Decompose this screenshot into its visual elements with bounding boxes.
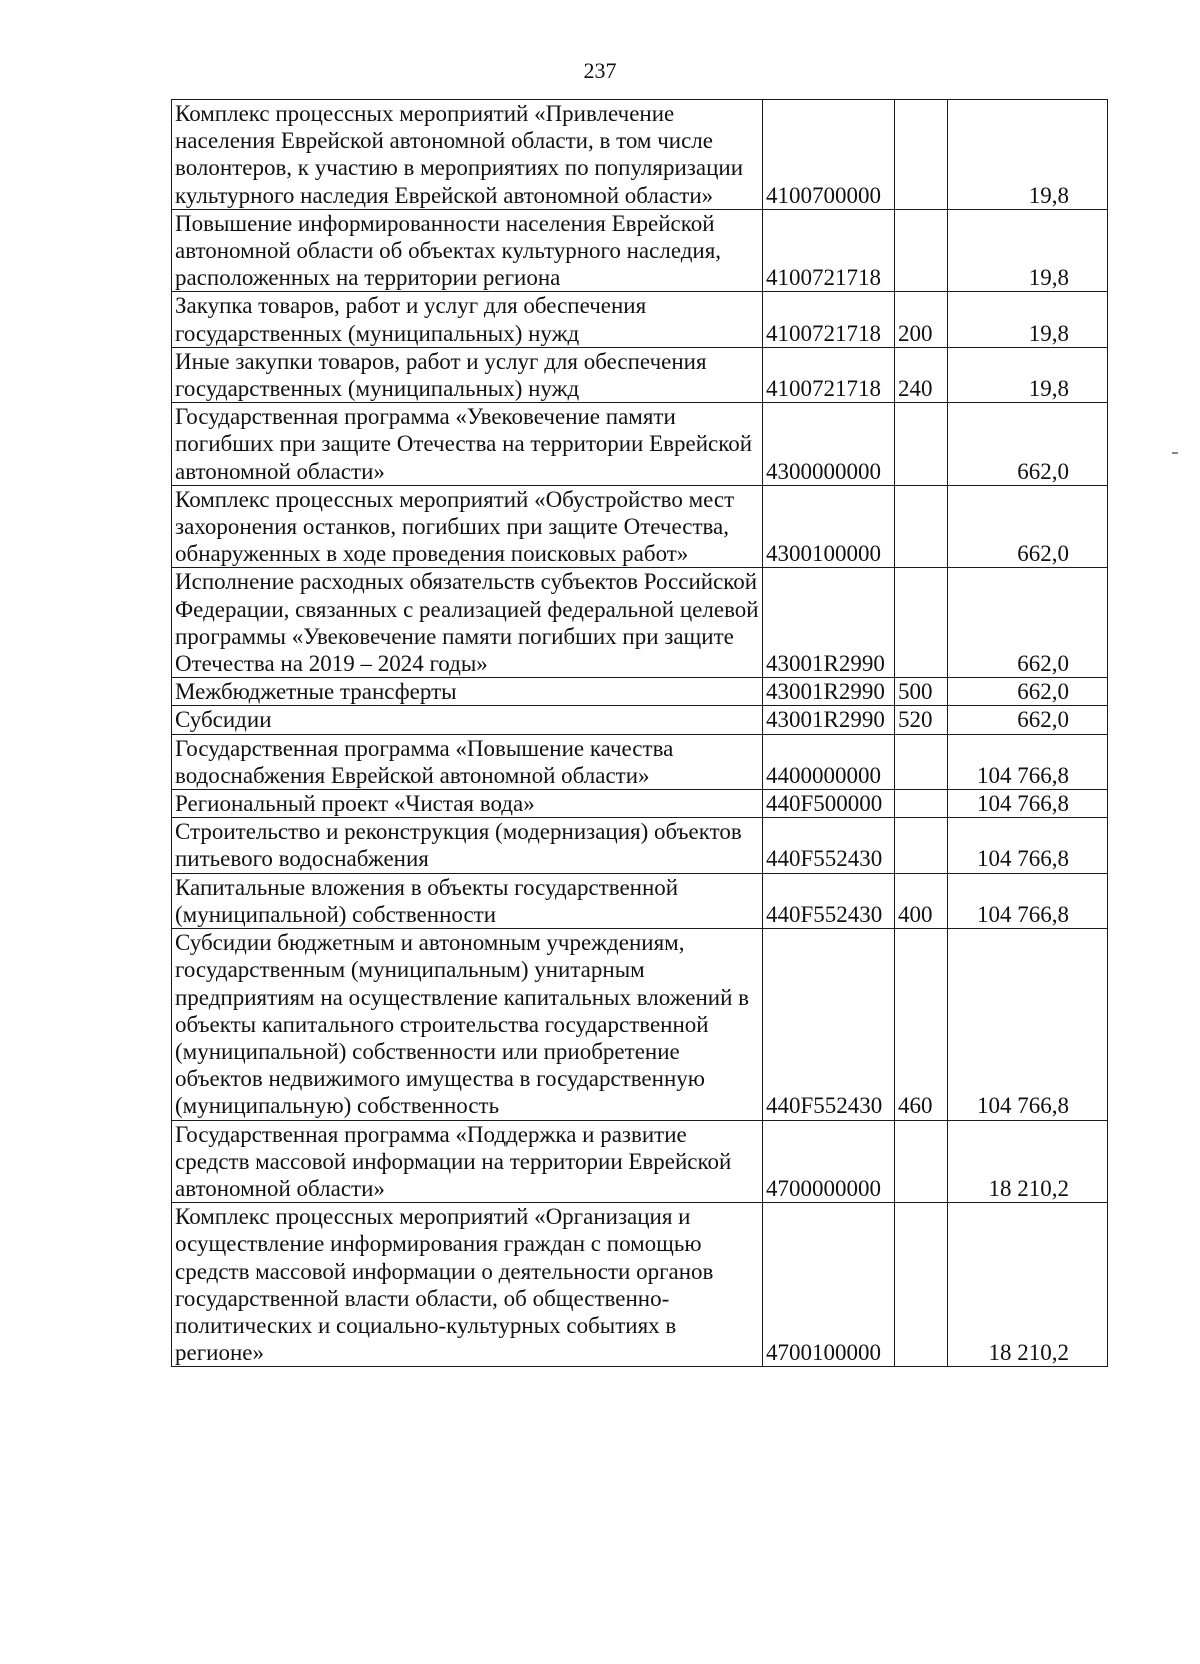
table-row (172, 568, 1108, 678)
row-name: Комплекс процессных мероприятий «Обустройство мест захоронения останков, погибших при защите Отечества, обнаруженных в ходе проведения поисковых работ» (172, 485, 763, 568)
scan-mark (1172, 452, 1178, 454)
table-row (172, 485, 1108, 568)
row-target-code: 4700000000 (763, 1120, 895, 1203)
row-expense-type: 500 (895, 678, 948, 706)
table-row (172, 734, 1108, 789)
row-expense-type (895, 485, 948, 568)
row-name: Межбюджетные трансферты (172, 678, 763, 706)
row-amount: 19,8 (948, 209, 1108, 292)
row-amount: 18 210,2 (948, 1120, 1108, 1203)
table-row (172, 1203, 1108, 1367)
row-name: Комплекс процессных мероприятий «Организация и осуществление информирования граждан с помощью средств массовой информации о деятельности органов государственной власти области, об общественно-политических и социально-культурных событиях в регионе» (172, 1203, 763, 1367)
row-target-code: 4700100000 (763, 1203, 895, 1367)
row-amount: 19,8 (948, 347, 1108, 402)
table-row (172, 790, 1108, 818)
row-target-code: 4100721718 (763, 347, 895, 402)
row-amount: 104 766,8 (948, 790, 1108, 818)
table-row (172, 818, 1108, 873)
row-expense-type: 240 (895, 347, 948, 402)
row-name: Субсидии бюджетным и автономным учреждениям, государственным (муниципальным) унитарным предприятиям на осуществление капитальных вложений в объекты капитального строительства государственной (муниципальной) собственности или приобретение объектов недвижимого имущества в государственную (муниципальную) собственность (172, 929, 763, 1120)
table-row (172, 678, 1108, 706)
row-amount: 104 766,8 (948, 873, 1108, 928)
row-amount: 19,8 (948, 100, 1108, 210)
row-name: Комплекс процессных мероприятий «Привлечение населения Еврейской автономной области, в том числе волонтеров, к участию в мероприятиях по популяризации культурного наследия Еврейской автономной области» (172, 100, 763, 210)
row-name: Повышение информированности населения Еврейской автономной области об объектах культурного наследия, расположенных на территории региона (172, 209, 763, 292)
row-amount: 662,0 (948, 706, 1108, 734)
table-row (172, 292, 1108, 347)
row-target-code: 440F552430 (763, 818, 895, 873)
table-row (172, 706, 1108, 734)
row-target-code: 440F500000 (763, 790, 895, 818)
page-number: 237 (583, 58, 617, 83)
row-amount: 662,0 (948, 485, 1108, 568)
row-expense-type (895, 790, 948, 818)
row-target-code: 43001R2990 (763, 678, 895, 706)
row-expense-type (895, 1120, 948, 1203)
row-target-code: 43001R2990 (763, 568, 895, 678)
row-name: Строительство и реконструкция (модернизация) объектов питьевого водоснабжения (172, 818, 763, 873)
row-target-code: 4300000000 (763, 403, 895, 486)
row-target-code: 43001R2990 (763, 706, 895, 734)
row-name: Государственная программа «Поддержка и развитие средств массовой информации на территории Еврейской автономной области» (172, 1120, 763, 1203)
row-expense-type (895, 568, 948, 678)
row-amount: 662,0 (948, 678, 1108, 706)
row-expense-type (895, 403, 948, 486)
table-row (172, 209, 1108, 292)
row-expense-type (895, 209, 948, 292)
row-name: Капитальные вложения в объекты государственной (муниципальной) собственности (172, 873, 763, 928)
row-amount: 104 766,8 (948, 929, 1108, 1120)
row-amount: 662,0 (948, 568, 1108, 678)
row-expense-type: 200 (895, 292, 948, 347)
row-expense-type: 520 (895, 706, 948, 734)
table-row (172, 873, 1108, 928)
row-amount: 662,0 (948, 403, 1108, 486)
budget-table-body (172, 100, 1108, 1367)
row-expense-type (895, 1203, 948, 1367)
row-target-code: 4100721718 (763, 292, 895, 347)
row-name: Субсидии (172, 706, 763, 734)
row-target-code: 4100721718 (763, 209, 895, 292)
row-expense-type (895, 100, 948, 210)
row-name: Государственная программа «Повышение качества водоснабжения Еврейской автономной области» (172, 734, 763, 789)
row-amount: 104 766,8 (948, 734, 1108, 789)
budget-table (171, 99, 1108, 1367)
row-name: Исполнение расходных обязательств субъектов Российской Федерации, связанных с реализацией федеральной целевой программы «Увековечение памяти погибших при защите Отечества на 2019 – 2024 годы» (172, 568, 763, 678)
table-row (172, 347, 1108, 402)
row-name: Региональный проект «Чистая вода» (172, 790, 763, 818)
table-row (172, 1120, 1108, 1203)
table-row (172, 403, 1108, 486)
row-expense-type (895, 818, 948, 873)
row-amount: 104 766,8 (948, 818, 1108, 873)
row-expense-type: 400 (895, 873, 948, 928)
table-row (172, 929, 1108, 1120)
row-expense-type: 460 (895, 929, 948, 1120)
row-target-code: 4400000000 (763, 734, 895, 789)
row-amount: 18 210,2 (948, 1203, 1108, 1367)
row-target-code: 4300100000 (763, 485, 895, 568)
row-name: Закупка товаров, работ и услуг для обеспечения государственных (муниципальных) нужд (172, 292, 763, 347)
row-expense-type (895, 734, 948, 789)
row-target-code: 440F552430 (763, 929, 895, 1120)
row-amount: 19,8 (948, 292, 1108, 347)
row-target-code: 440F552430 (763, 873, 895, 928)
row-name: Государственная программа «Увековечение памяти погибших при защите Отечества на территории Еврейской автономной области» (172, 403, 763, 486)
row-name: Иные закупки товаров, работ и услуг для обеспечения государственных (муниципальных) нужд (172, 347, 763, 402)
row-target-code: 4100700000 (763, 100, 895, 210)
table-row (172, 100, 1108, 210)
